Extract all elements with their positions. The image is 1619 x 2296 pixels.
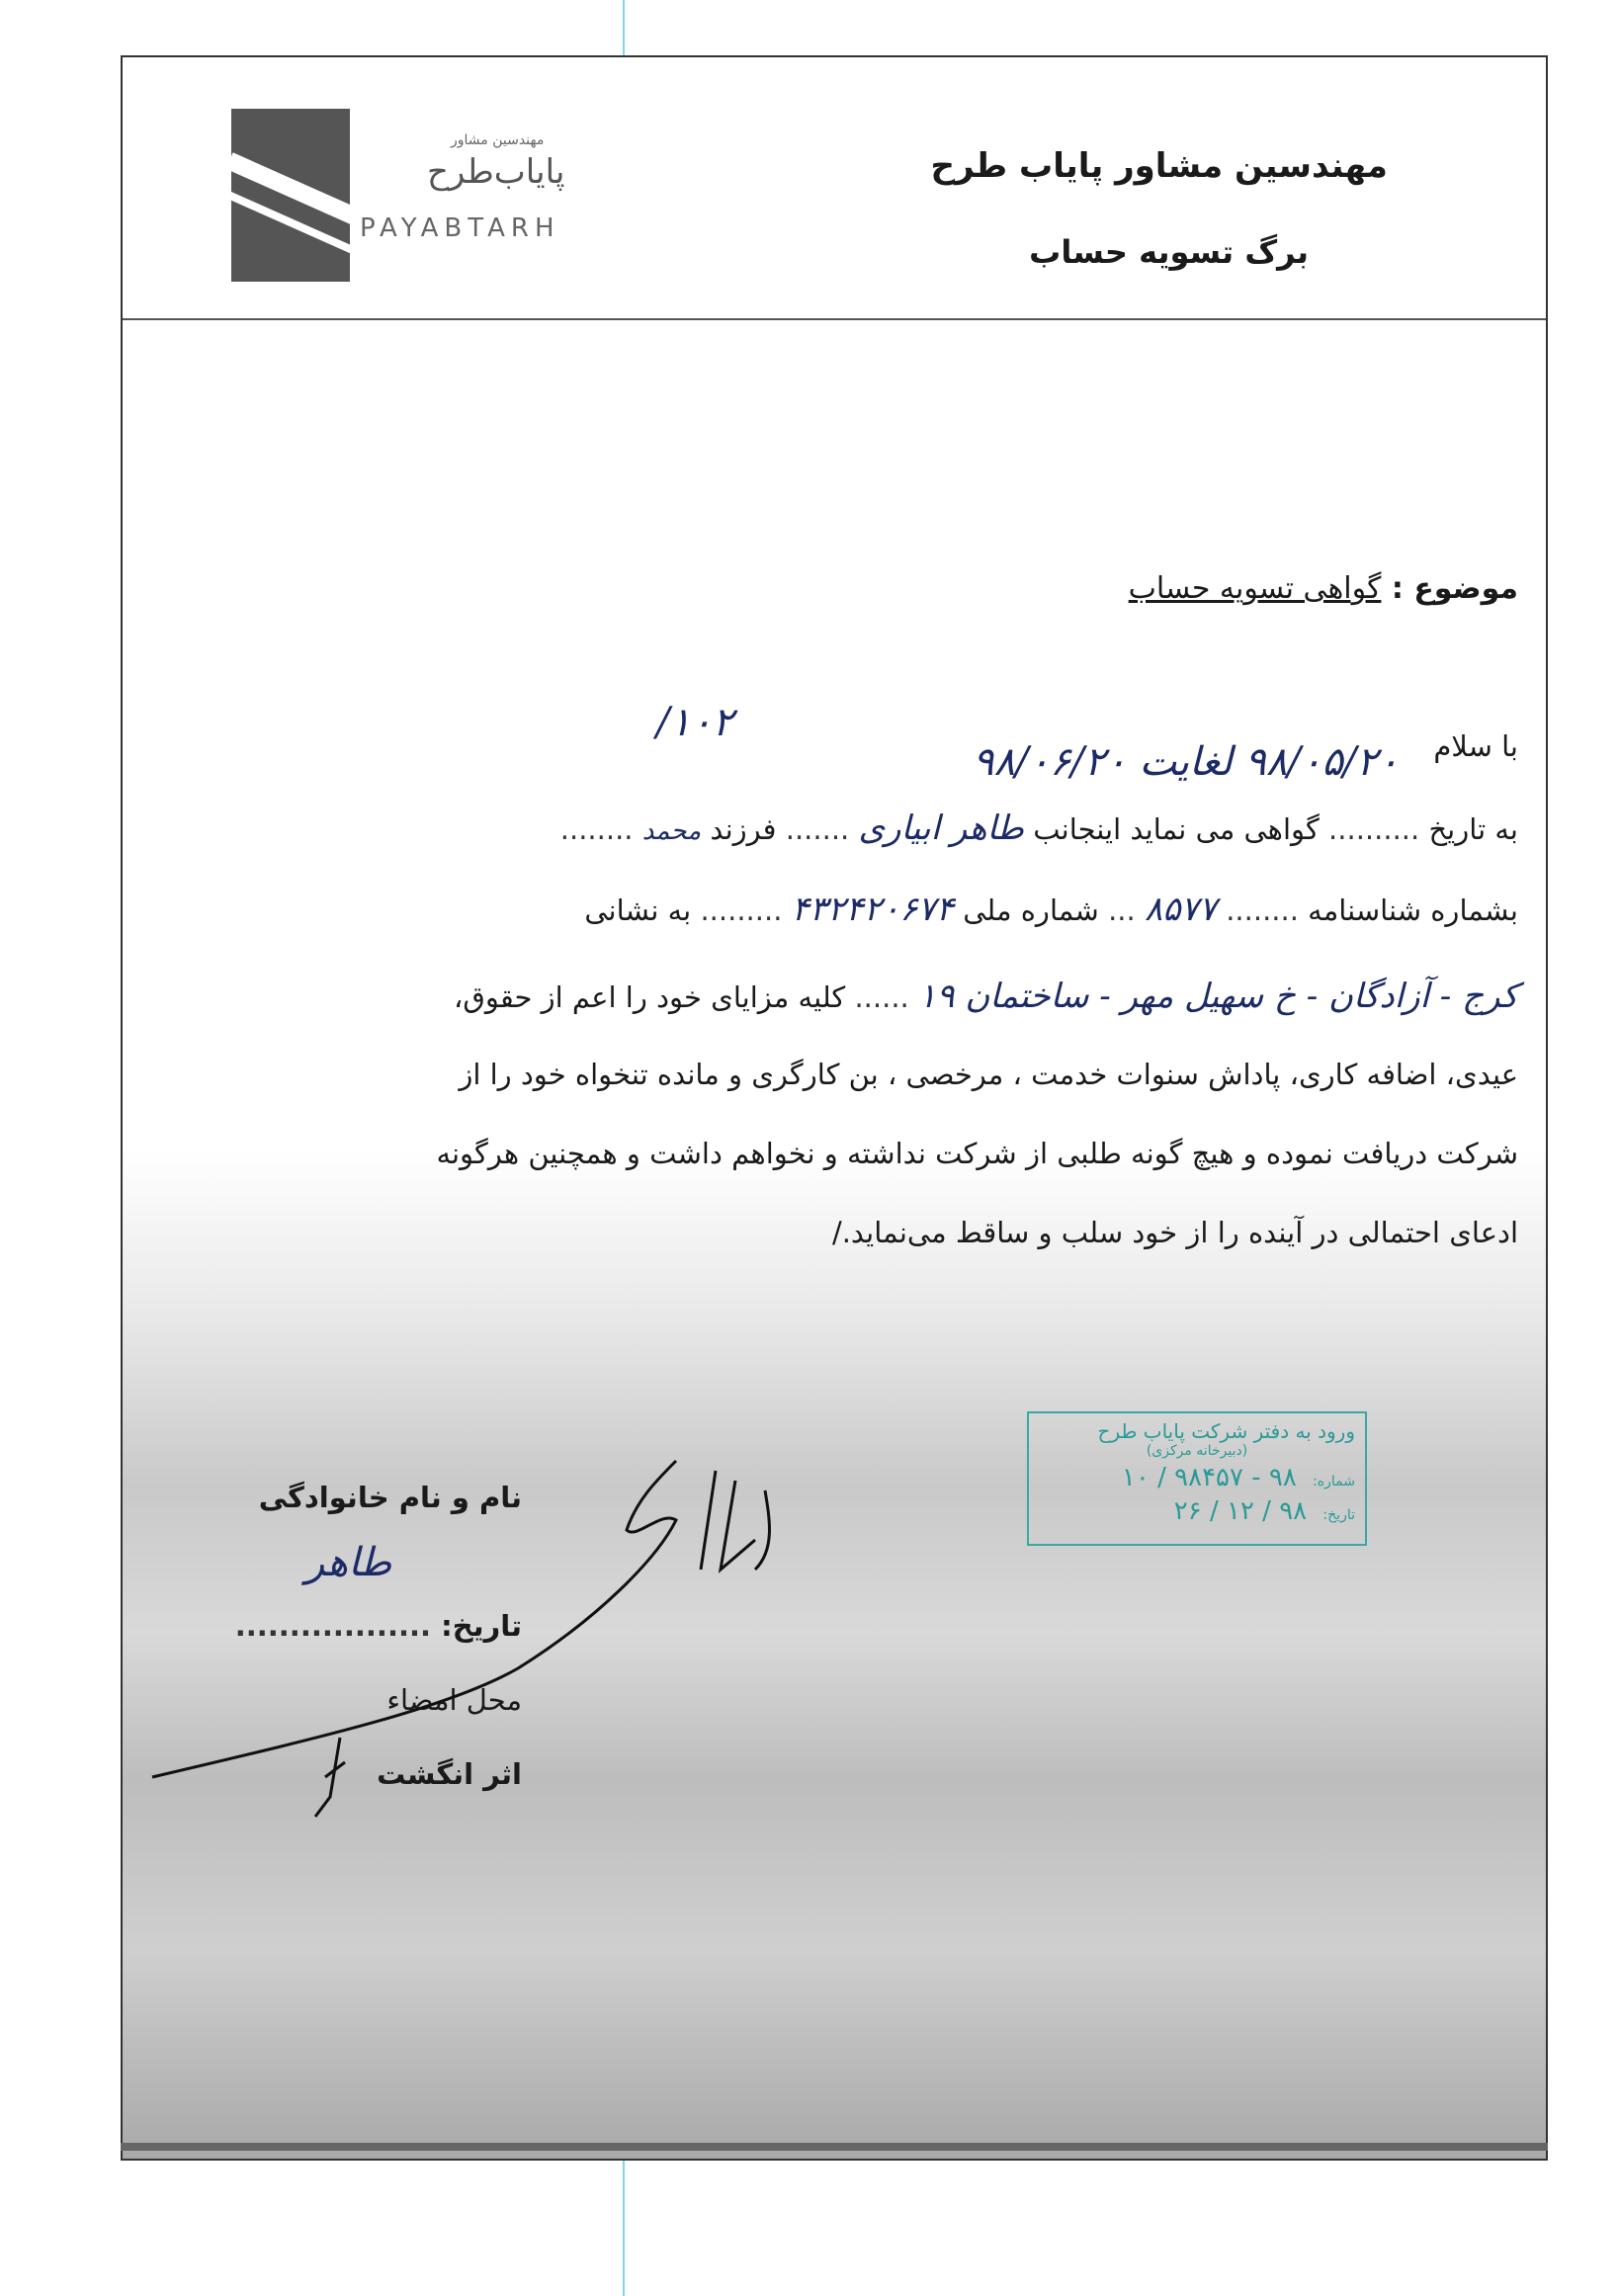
national-id-label: شماره ملی	[963, 893, 1099, 927]
stamp-date-label: تاریخ:	[1322, 1507, 1355, 1523]
body-line-5: شرکت دریافت نموده و هیچ گونه طلبی از شرکت نداشته و نخواهم داشت و همچنین هرگونه	[436, 1137, 1518, 1170]
subject-value: گواهی تسویه حساب	[1128, 571, 1382, 606]
fingerprint-label: اثر انگشت	[377, 1757, 522, 1791]
handwritten-national-id: ۴۳۲۴۲۰۶۷۴	[791, 890, 954, 929]
benefits-text: کلیه مزایای خود را اعم از حقوق،	[453, 980, 846, 1014]
stamp-number-value: ۹۸ - ۹۸۴۵۷ / ۱۰	[1121, 1463, 1297, 1492]
handwritten-sign-name: طاهر	[305, 1540, 392, 1585]
form-title: برگ تسویه حساب	[1029, 233, 1309, 271]
handwritten-note: ۱۰۲/	[656, 700, 733, 745]
body-line-4: عیدی، اضافه کاری، پاداش سنوات خدمت ، مرخصی ، بن کارگری و مانده تنخواه خود را از	[459, 1058, 1518, 1091]
handwritten-father: محمد	[641, 816, 702, 846]
stamp-title: ورود به دفتر شرکت پایاب طرح	[1097, 1419, 1355, 1443]
handwritten-id: ۸۵۷۷	[1144, 890, 1217, 929]
greeting: با سلام	[1433, 729, 1518, 763]
name-label: نام و نام خانوادگی	[258, 1481, 522, 1514]
settlement-form-sheet	[121, 55, 1548, 2161]
handwritten-name: طاهر ابیاری	[858, 808, 1024, 848]
signature-scribble	[123, 57, 1550, 2163]
logo-text-en: PAYABTARH	[360, 213, 560, 243]
body-line-1: به تاریخ .......... گواهی می نماید اینجانب طاهر ابیاری ....... فرزند محمد ........	[559, 808, 1518, 848]
stamp-number-label: شماره:	[1313, 1474, 1355, 1489]
logo-text-small: مهندسین مشاور	[451, 132, 545, 148]
id-label: بشماره شناسنامه	[1308, 893, 1518, 927]
child-label: فرزند	[710, 812, 777, 846]
address-label: به نشانی	[584, 893, 692, 927]
sign-date-label: تاریخ: ..................	[234, 1609, 522, 1643]
logo-text-fa: پایاب‌طرح	[427, 152, 565, 192]
company-name: مهندسین مشاور پایاب طرح	[930, 146, 1388, 186]
sheet-bottom-edge	[121, 2143, 1548, 2151]
handwritten-dates: ۹۸/۰۵/۲۰ لغایت ۹۸/۰۶/۲۰	[973, 739, 1400, 785]
stamp-date-value: ۹۸ / ۱۲ / ۲۶	[1173, 1496, 1308, 1526]
handwritten-address: کرج - آزادگان - خ سهیل مهر - ساختمان ۱۹	[918, 977, 1518, 1016]
signature-place-label: محل امضاء	[386, 1683, 522, 1717]
body-line-6: ادعای احتمالی در آینده را از خود سلب و ساقط می‌نماید./	[831, 1216, 1518, 1249]
body-line-2: بشماره شناسنامه ........ ۸۵۷۷ ... شماره ملی ۴۳۲۴۲۰۶۷۴ ......... به نشانی	[584, 890, 1518, 929]
stamp-subtitle: (دبیرخانه مرکزی)	[1146, 1443, 1248, 1459]
subject-label: موضوع :	[1391, 571, 1518, 606]
certify-text: گواهی می نماید اینجانب	[1033, 812, 1320, 846]
date-label: به تاریخ	[1428, 812, 1518, 846]
body-line-3: کرج - آزادگان - خ سهیل مهر - ساختمان ۱۹ ...... کلیه مزایای خود را اعم از حقوق،	[453, 977, 1518, 1016]
